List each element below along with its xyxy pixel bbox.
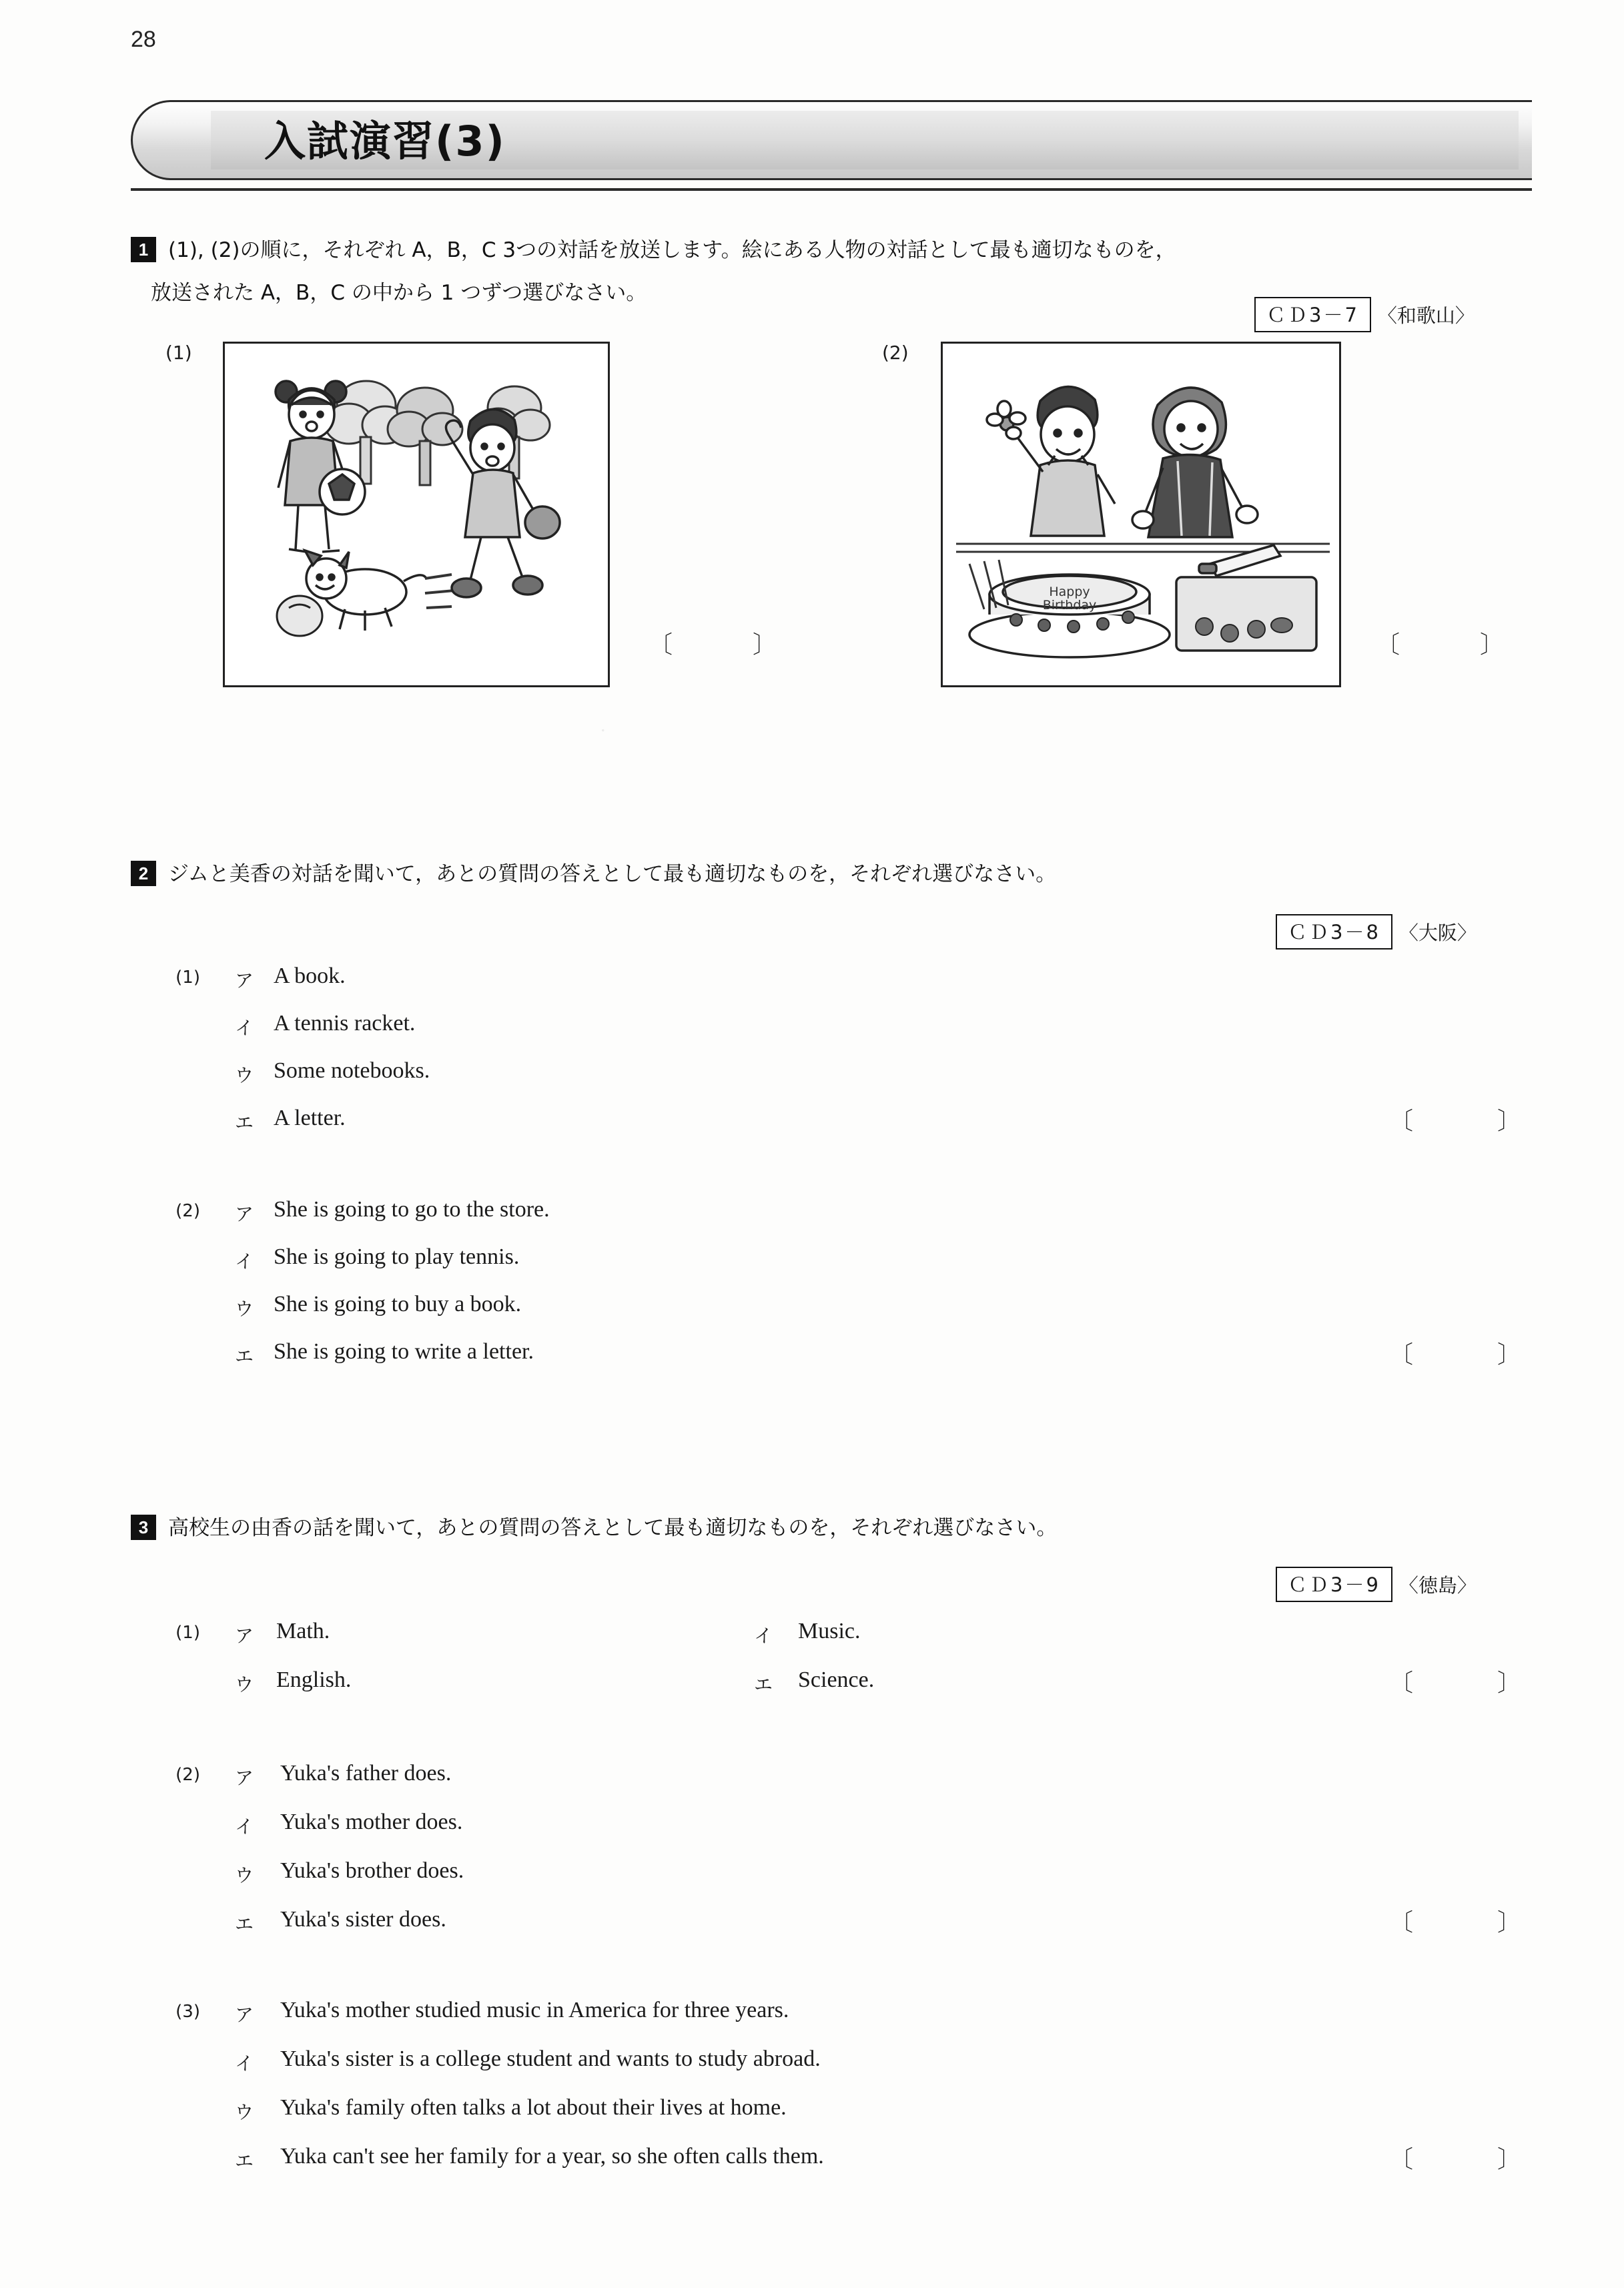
question-3-prefecture: 〈徳島〉 [1398, 1574, 1477, 1597]
picture-1-answer-brackets[interactable] [649, 626, 778, 660]
question-2-prompt-wrap [168, 858, 1543, 890]
q2-2-bracket-close[interactable]: 〕 [1497, 1341, 1522, 1369]
picture-1-bracket-open: 〔 [649, 631, 675, 659]
q3-3-choice-b-kana: イ [235, 2052, 254, 2074]
question-1-number: 1 [131, 237, 156, 262]
q2-1-choice-d-kana: エ [235, 1112, 254, 1134]
question-3-item-1-number: (1) [175, 1623, 200, 1643]
picture-1-label: (1) [165, 342, 192, 364]
q3-1-choice-a-kana: ア [235, 1625, 254, 1647]
q2-2-choice-d-kana: エ [235, 1345, 254, 1367]
q2-2-choice-c-text[interactable]: She is going to buy a book. [274, 1292, 522, 1316]
picture-2-bracket-open: 〔 [1376, 631, 1402, 659]
question-3-cd-badge-row [1276, 1567, 1477, 1602]
q3-3-choice-c-kana: ウ [235, 2101, 254, 2123]
q3-1-choice-d-text[interactable]: Science. [798, 1667, 875, 1692]
question-1-prefecture: 〈和歌山〉 [1377, 304, 1475, 327]
q3-1-choice-a-text[interactable]: Math. [276, 1619, 330, 1643]
ghost-text: . [600, 714, 606, 736]
q2-1-choice-b-kana: イ [235, 1017, 254, 1039]
picture-2-label: (2) [882, 342, 909, 364]
cake-text: Happy [1049, 585, 1090, 599]
q3-3-choice-b-text[interactable]: Yuka's sister is a college student and wants to study abroad. [280, 2046, 821, 2071]
q2-1-choice-c-kana: ウ [235, 1064, 254, 1086]
question-1 [131, 237, 1539, 305]
q2-2-bracket-open: 〔 [1389, 1341, 1414, 1369]
question-1-cd-badge-row [1254, 297, 1475, 332]
question-3-item-2-number: (2) [175, 1765, 200, 1785]
title-underline [131, 188, 1532, 191]
q2-1-choice-c-text[interactable]: Some notebooks. [274, 1058, 430, 1083]
picture-1-illustration [225, 344, 610, 687]
q3-3-choice-c-text[interactable]: Yuka's family often talks a lot about their lives at home. [280, 2095, 787, 2120]
q3-1-choice-c-kana: ウ [235, 1673, 254, 1695]
question-3-prompt-wrap [168, 1512, 1543, 1544]
q3-3-choice-a-kana: ア [235, 2004, 254, 2026]
q3-2-bracket-open: 〔 [1389, 1909, 1414, 1936]
q3-1-bracket-open: 〔 [1389, 1669, 1414, 1697]
question-3-prompt: 高校生の由香の話を聞いて，あとの質問の答えとして最も適切なものを，それぞれ選びなさい。 [168, 1516, 1058, 1540]
q2-2-choice-a-kana: ア [235, 1203, 254, 1225]
svg-text:Birthday: Birthday [1042, 598, 1097, 613]
question-2-cd-badge: ＣＤ3－8 [1276, 914, 1392, 949]
q3-1-choice-c-text[interactable]: English. [276, 1667, 352, 1692]
q2-2-choice-d-text[interactable]: She is going to write a letter. [274, 1339, 534, 1364]
q3-3-choice-d-kana: エ [235, 2150, 254, 2172]
q3-2-choice-c-text[interactable]: Yuka's brother does. [280, 1858, 464, 1883]
question-3-cd-badge: ＣＤ3－9 [1276, 1567, 1392, 1602]
question-2-number: 2 [131, 861, 156, 886]
picture-2 [941, 342, 1341, 687]
q2-1-choice-d-text[interactable]: A letter. [274, 1106, 346, 1130]
question-1-cd-badge: ＣＤ3－7 [1254, 297, 1371, 332]
q2-2-choice-a-text[interactable]: She is going to go to the store. [274, 1197, 550, 1222]
q2-2-choice-b-kana: イ [235, 1250, 254, 1272]
question-2 [131, 861, 1057, 886]
q2-1-choice-a-text[interactable]: A book. [274, 964, 346, 988]
q3-2-choice-a-kana: ア [235, 1767, 254, 1789]
picture-2-illustration [943, 344, 1341, 687]
question-3-item-3-number: (3) [175, 2002, 200, 2022]
q2-1-bracket-close[interactable]: 〕 [1497, 1108, 1522, 1135]
q3-1-choice-b-text[interactable]: Music. [798, 1619, 861, 1643]
q3-2-choice-d-text[interactable]: Yuka's sister does. [280, 1907, 446, 1932]
q3-3-bracket-close[interactable]: 〕 [1497, 2146, 1522, 2173]
question-1-prompt-line1-wrap [168, 234, 1536, 266]
question-1-prompt-line1: (1), (2)の順に，それぞれ A，B，C 3つの対話を放送します。絵にある人物の対話として最も適切なものを， [168, 238, 1176, 262]
q3-3-choice-d-text[interactable]: Yuka can't see her family for a year, so she often calls them. [280, 2144, 824, 2169]
question-2-cd-badge-row [1276, 914, 1477, 949]
question-2-prefecture: 〈大阪〉 [1398, 921, 1477, 944]
question-2-prompt: ジムと美香の対話を聞いて，あとの質問の答えとして最も適切なものを，それぞれ選びなさい。 [168, 862, 1057, 886]
question-3-number: 3 [131, 1515, 156, 1540]
q2-1-bracket-open: 〔 [1389, 1108, 1414, 1135]
q3-3-bracket-open: 〔 [1389, 2146, 1414, 2173]
page-title: 入試演習(3) [264, 117, 506, 165]
page-number: 28 [131, 27, 156, 52]
q3-2-choice-b-kana: イ [235, 1816, 254, 1838]
q3-2-choice-d-kana: エ [235, 1913, 254, 1935]
q2-2-choice-b-text[interactable]: She is going to play tennis. [274, 1244, 520, 1269]
question-2-item-2-number: (2) [175, 1201, 200, 1221]
q2-2-choice-c-kana: ウ [235, 1298, 254, 1320]
q3-2-choice-a-text[interactable]: Yuka's father does. [280, 1761, 452, 1786]
q3-2-choice-b-text[interactable]: Yuka's mother does. [280, 1810, 463, 1834]
q3-1-choice-b-kana: イ [754, 1625, 773, 1647]
picture-1-bracket-close: 〕 [753, 631, 779, 659]
picture-2-answer-brackets[interactable] [1376, 626, 1505, 660]
q3-1-choice-d-kana: エ [754, 1673, 773, 1695]
question-1-prompt-line2: 放送された A，B，C の中から 1 つずつ選びなさい。 [151, 281, 647, 305]
q3-2-choice-c-kana: ウ [235, 1864, 254, 1886]
picture-2-bracket-close: 〕 [1480, 631, 1506, 659]
picture-1 [223, 342, 610, 687]
q2-1-choice-b-text[interactable]: A tennis racket. [274, 1011, 416, 1036]
page-title-banner [131, 100, 1532, 197]
question-3 [131, 1515, 1058, 1540]
q3-3-choice-a-text[interactable]: Yuka's mother studied music in America for three years. [280, 1998, 789, 2022]
q3-1-bracket-close[interactable]: 〕 [1497, 1669, 1522, 1697]
q3-2-bracket-close[interactable]: 〕 [1497, 1909, 1522, 1936]
q2-1-choice-a-kana: ア [235, 970, 254, 992]
question-2-item-1-number: (1) [175, 968, 200, 988]
